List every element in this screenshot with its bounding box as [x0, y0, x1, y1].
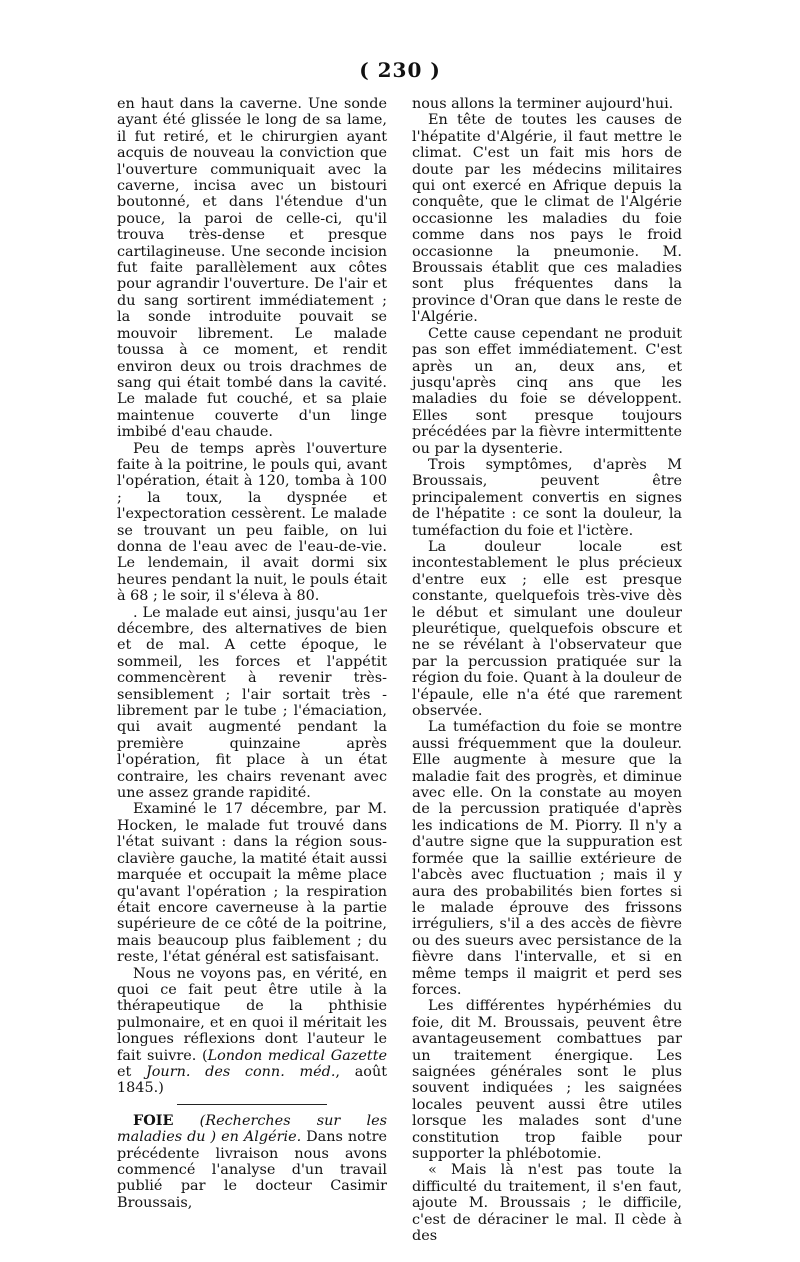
- paragraph: Peu de temps après l'ouverture faite à la poitrine, le pouls qui, avant l'opération, était à 120, tomba à 100 ; la toux, la dyspnée et l'expectoration cessèrent. Le malade se trouvant un peu faible, on lui donna de l'eau avec de l'eau-de-vie. Le lendemain, il avait dormi six heures pendant la nuit, le pouls était à 68 ; le soir, il s'éleva à 80.: [117, 440, 387, 605]
- paragraph: Trois symptômes, d'après M Broussais, peuvent être principalement convertis en signes de l'hépatite : ce sont la douleur, la tuméfaction du foie et l'ictère.: [412, 456, 682, 539]
- paragraph: En tête de toutes les causes de l'hépatite d'Algérie, il faut mettre le climat. C'est un fait mis hors de doute par les médecins militaires qui ont exercé en Afrique depuis la conquête, que le climat de l'Algérie occasionne les maladies du foie comme dans nos pays le froid occasionne la pneumonie. M. Broussais établit que ces maladies sont plus fréquentes dans la province d'Oran que dans le reste de l'Algérie.: [412, 112, 682, 326]
- conjunction: et: [117, 1063, 146, 1080]
- section-intro: Dans notre précédente livraison nous avons commencé l'analyse d'un travail publié par le docteur Casimir Broussais,: [117, 1129, 387, 1211]
- section-subtitle: (Recherches sur les maladies du ) en Algérie.: [117, 1112, 387, 1146]
- section-paragraph: [117, 1113, 387, 1211]
- source-citation: London medical Gazette: [207, 1047, 387, 1064]
- source-citation: Journ. des conn. méd.: [146, 1063, 336, 1080]
- section-divider: [177, 1104, 327, 1105]
- paragraph: [117, 966, 387, 1097]
- paragraph: « Mais là n'est pas toute la difficulté du traitement, il s'en faut, ajoute M. Broussais ; le difficile, c'est de déraciner le mal. Il cède à des: [412, 1162, 682, 1245]
- paragraph: en haut dans la caverne. Une sonde ayant été glissée le long de sa lame, il fut retiré, et le chirurgien ayant acquis de nouveau la conviction que l'ouverture communiquait avec la caverne, incisa avec un bistouri boutonné, et dans l'étendue d'un pouce, la paroi de celle-ci, qu'il trouva très-dense et presque cartilagineuse. Une seconde incision fut faite parallèlement aux côtes pour agrandir l'ouverture. De l'air et du sang sortirent immédiatement ; la sonde introduite pouvait se mouvoir librement. Le malade toussa à ce moment, et rendit environ deux ou trois drachmes de sang qui était tombé dans la cavité. Le malade fut couché, et sa plaie maintenue couverte d'un linge imbibé d'eau chaude.: [117, 96, 387, 441]
- section-heading: FOIE: [133, 1111, 174, 1129]
- paragraph: nous allons la terminer aujourd'hui.: [412, 96, 674, 112]
- paragraph: Examiné le 17 décembre, par M. Hocken, le malade fut trouvé dans l'état suivant : dans la région sous-clavière gauche, la matité était aussi marquée et occupait la même place qu'avant l'opération ; la respiration était encore caverneuse à la partie supérieure de ce côté de la poitrine, mais beaucoup plus faiblement ; du reste, l'état général est satisfaisant.: [117, 801, 387, 966]
- paragraph: Cette cause cependant ne produit pas son effet immédiatement. C'est après un an, deux ans, et jusqu'après cinq ans que les maladies du foie se développent. Elles sont presque toujours précédées par la fièvre intermittente ou par la dysenterie.: [412, 325, 682, 457]
- citation-date: , août 1845.): [117, 1063, 387, 1097]
- paragraph-text: Nous ne voyons pas, en vérité, en quoi ce fait peut être utile à la thérapeutique de la phthisie pulmonaire, et en quoi il méritait les longues réflexions dont l'auteur le fait suivre. (: [117, 965, 387, 1064]
- right-column: [412, 96, 682, 1244]
- paragraph: La tuméfaction du foie se montre aussi fréquemment que la douleur. Elle augmente à mesure que la maladie fait des progrès, et diminue avec elle. On la constate au moyen de la percussion pratiquée d'après les indications de M. Piorry. Il n'y a d'autre signe que la suppuration est formée que la saillie extérieure de l'abcès avec fluctuation ; mais il y aura des probabilités bien fortes si le malade éprouve des frissons irréguliers, s'il a des accès de fièvre ou des sueurs avec persistance de la fièvre dans l'intervalle, et si en même temps il maigrit et perd ses forces.: [412, 719, 682, 998]
- page-number: ( 230 ): [359, 58, 441, 82]
- paragraph: Les différentes hypérhémies du foie, dit M. Broussais, peuvent être avantageusement combattues par un traitement énergique. Les saignées générales sont le plus souvent indiquées ; les saignées locales peuvent aussi être utiles lorsque les malades sont d'une constitution trop faible pour supporter la phlébotomie.: [412, 998, 682, 1162]
- paragraph: . Le malade eut ainsi, jusqu'au 1er décembre, des alternatives de bien et de mal. A cette époque, le sommeil, les forces et l'appétit commencèrent à revenir très-sensiblement ; l'air sortait très - librement par le tube ; l'émaciation, qui avait augmenté pendant la première quinzaine après l'opération, fit place à un état contraire, les chairs revenant avec une assez grande rapidité.: [117, 604, 387, 802]
- left-column: [117, 96, 387, 1211]
- paragraph: La douleur locale est incontestablement le plus précieux d'entre eux ; elle est presque constante, quelquefois très-vive dès le début et simulant une douleur pleurétique, quelquefois obscure et ne se révélant à l'observateur que par la percussion pratiquée sur la région du foie. Quant à la douleur de l'épaule, elle n'a été que rarement observée.: [412, 538, 682, 720]
